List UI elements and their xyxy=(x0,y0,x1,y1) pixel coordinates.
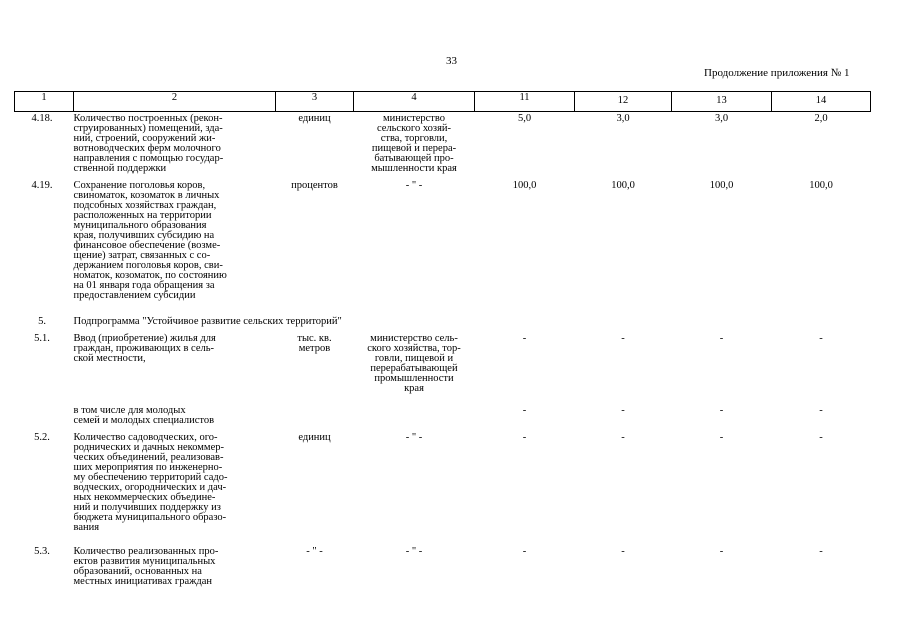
value-12: 100,0 xyxy=(611,179,635,191)
value-14: - xyxy=(819,545,823,557)
indicators-table xyxy=(14,91,871,591)
indicator-name: Количество садоводческих, ого- роднических и дачных некоммер- ческих объединений, реализовав- ших мероприятия по инженерно- му обеспечению территорий садо- водческих, огороднических и дач- ных некоммерческих объедине- ний и получивших поддержку из бюджета муниципального образо- вания xyxy=(73,431,228,533)
table-row xyxy=(15,179,871,315)
appendix-label: Продолжение приложения № 1 xyxy=(704,67,850,79)
row-number: 5.1. xyxy=(34,332,50,344)
value-12: - xyxy=(621,545,625,557)
header-cell: 3 xyxy=(276,92,354,112)
row-number: 5. xyxy=(38,315,46,327)
value-13: - xyxy=(719,332,724,344)
value-11: 100,0 xyxy=(512,179,537,191)
subprogram-row xyxy=(15,315,871,332)
row-number: 5.2. xyxy=(34,431,50,443)
table-row xyxy=(15,332,871,404)
executor-cell: министерство сель- ского хозяйства, тор- говли, пищевой и перерабатывающей промышленности края xyxy=(367,332,461,394)
value-11: - xyxy=(522,404,527,416)
unit-cell: процентов xyxy=(291,179,338,191)
header-cell: 11 xyxy=(475,92,575,112)
table-row xyxy=(15,545,871,591)
value-12: - xyxy=(621,332,625,344)
header-cell: 14 xyxy=(772,92,871,112)
table-row xyxy=(15,431,871,545)
value-11: - xyxy=(522,431,527,443)
unit-cell: - " - xyxy=(306,545,323,557)
value-11: - xyxy=(522,545,527,557)
header-row xyxy=(15,92,871,112)
value-14: - xyxy=(819,404,823,416)
table-row xyxy=(15,404,871,431)
value-12: - xyxy=(621,404,625,416)
row-number: 4.18. xyxy=(31,113,53,124)
executor-cell: министерство сельского хозяй- ства, торговли, пищевой и перера- батывающей про- мышленности края xyxy=(371,113,457,174)
value-11: - xyxy=(522,332,527,344)
header-cell: 13 xyxy=(672,92,772,112)
executor-cell: - " - xyxy=(405,545,423,557)
unit-cell: единиц xyxy=(298,113,331,124)
page-number: 33 xyxy=(446,55,457,67)
value-14: 100,0 xyxy=(809,179,833,191)
value-13: - xyxy=(719,404,724,416)
unit-cell: тыс. кв. метров xyxy=(297,332,332,354)
indicator-name: Количество построенных (рекон- струированных) помещений, зда- ний, строений, сооружений жи- вотноводческих ферм молочного направления с помощью государ- ственной поддержки xyxy=(73,113,224,174)
unit-cell: единиц xyxy=(298,431,331,443)
header-cell: 1 xyxy=(15,92,74,112)
value-12: - xyxy=(621,431,625,443)
value-14: - xyxy=(819,332,823,344)
header-cell: 2 xyxy=(74,92,276,112)
indicator-name: Сохранение поголовья коров, свиноматок, козоматок в личных подсобных хозяйствах граждан, расположенных на территории муниципального образования края, получивших субсидию на финансовое обеспечение (возме- щение) затрат, связанных с со- держанием поголовья коров, сви- номаток, козоматок, по состоянию на 01 января года обращения за предоставлением субсидии xyxy=(73,179,227,301)
indicator-name: Количество реализованных про- ектов развития муниципальных образований, основанных на местных инициативах граждан xyxy=(73,545,219,587)
value-13: - xyxy=(719,431,724,443)
value-13: 100,0 xyxy=(709,179,734,191)
executor-cell: - " - xyxy=(405,179,423,191)
value-13: 3,0 xyxy=(714,113,729,124)
row-number xyxy=(15,404,74,431)
executor-cell xyxy=(354,404,475,431)
header-cell: 12 xyxy=(575,92,672,112)
value-12: 3,0 xyxy=(616,113,630,124)
table-row xyxy=(15,112,871,179)
header-cell: 4 xyxy=(354,92,475,112)
indicator-name: в том числе для молодых семей и молодых специалистов xyxy=(73,404,215,426)
indicator-name: Ввод (приобретение) жилья для граждан, проживающих в сель- ской местности, xyxy=(73,332,216,364)
row-number: 5.3. xyxy=(34,545,50,557)
value-14: 2,0 xyxy=(814,113,828,124)
value-14: - xyxy=(819,431,823,443)
subprogram-title: Подпрограмма "Устойчивое развитие сельских территорий" xyxy=(73,315,342,327)
executor-cell: - " - xyxy=(405,431,423,443)
value-11: 5,0 xyxy=(517,113,532,124)
value-13: - xyxy=(719,545,724,557)
row-number: 4.19. xyxy=(31,179,53,191)
unit-cell xyxy=(276,404,354,431)
